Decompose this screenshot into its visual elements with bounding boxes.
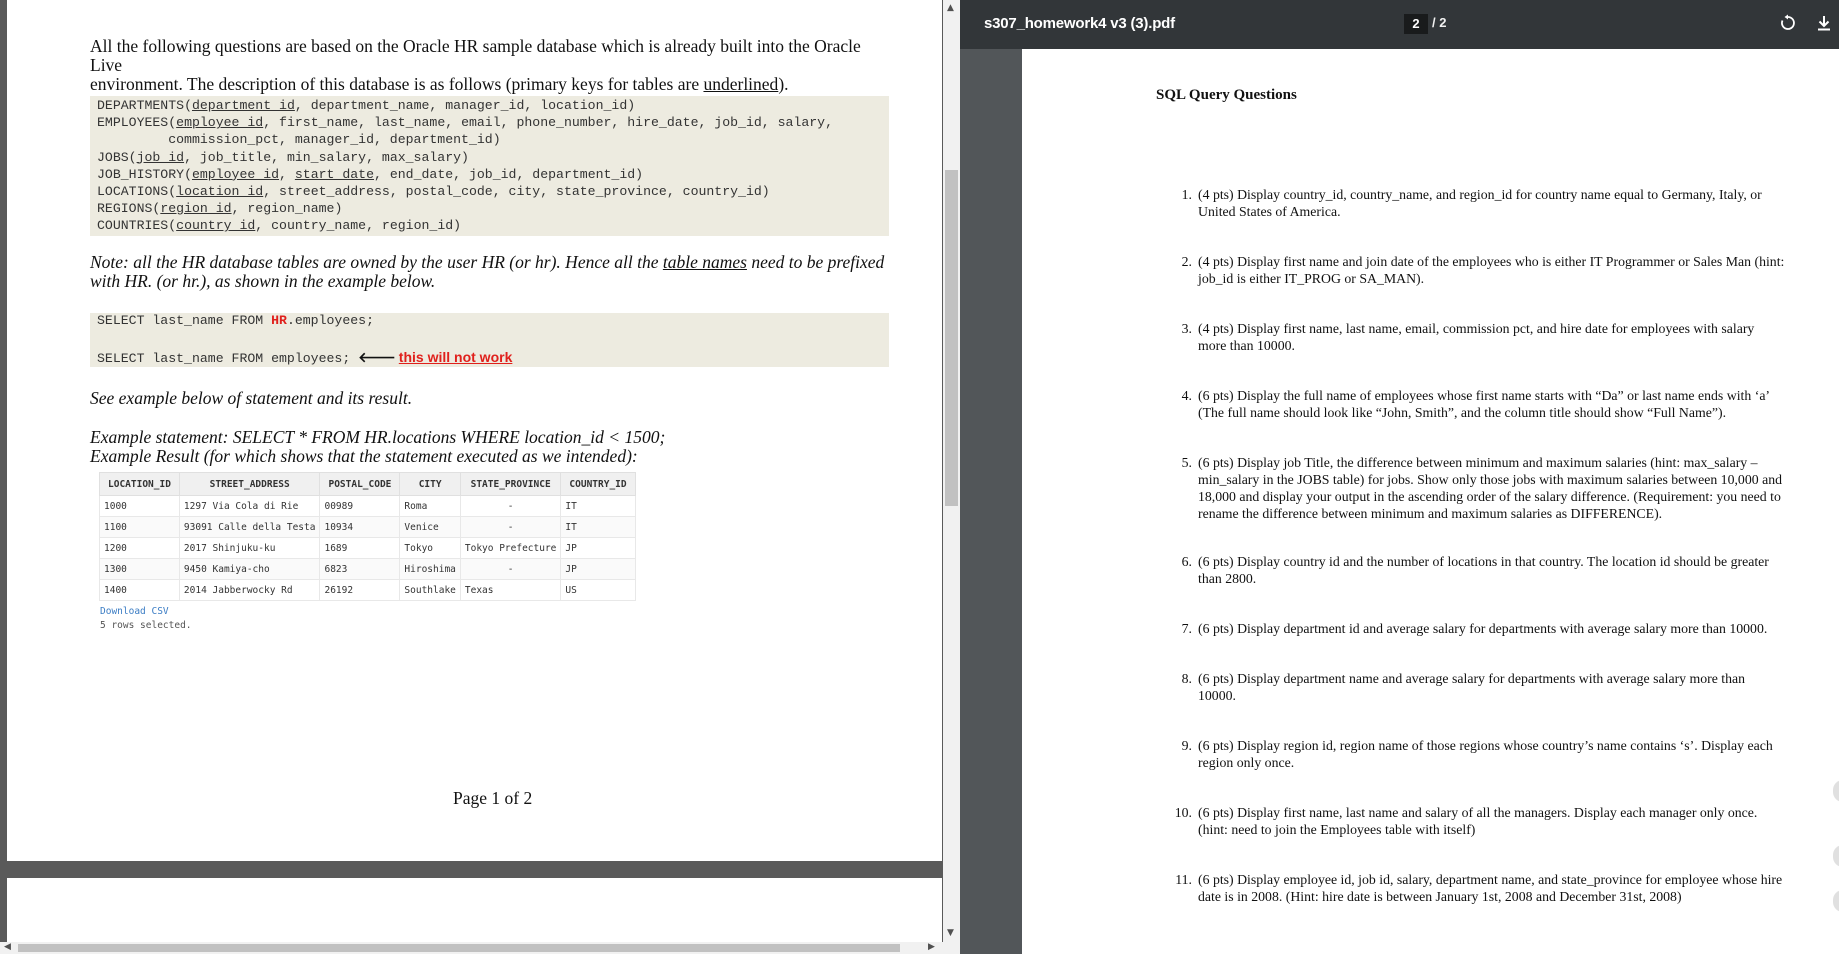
note-line-1: Note: all the HR database tables are owned by the user HR (or hr). Hence all the table names need to be prefixed — [90, 252, 885, 272]
page-footer: Page 1 of 2 — [453, 788, 533, 808]
sql-questions-heading: SQL Query Questions — [1156, 87, 1297, 103]
table-row — [100, 559, 636, 580]
table-cell: Hiroshima — [400, 559, 460, 580]
scroll-up-icon[interactable]: ▲ — [947, 3, 954, 13]
table-cell: - — [460, 517, 561, 538]
table-cell: JP — [561, 538, 635, 559]
table-cell: - — [460, 559, 561, 580]
schema-line: commission_pct, manager_id, department_id) — [97, 132, 501, 148]
table-cell: 00989 — [320, 496, 400, 517]
table-cell: 1297 Via Cola di Rie — [179, 496, 320, 517]
example-statement-block — [90, 428, 665, 466]
select-example-block — [90, 313, 889, 367]
question-text: (6 pts) Display department name and average salary for departments with average salary more than 10000. — [1198, 671, 1746, 703]
question-text: (4 pts) Display first name and join date of the employees who is either IT Programmer or Sales Man (hint: job_id is either IT_PROG or SA_MAN). — [1198, 254, 1785, 286]
select-line-2: SELECT last_name FROM employees; 🡐 this will not work — [97, 349, 513, 366]
schema-line: LOCATIONS(location_id, street_address, postal_code, city, state_province, country_id) — [97, 184, 770, 200]
horizontal-scroll-thumb[interactable] — [18, 944, 900, 952]
table-header-cell: CITY — [400, 473, 460, 496]
result-table-body — [100, 496, 636, 601]
question-text: (4 pts) Display first name, last name, email, commission pct, and hire date for employees with salary more than 10000. — [1198, 321, 1755, 353]
table-cell: 1300 — [100, 559, 180, 580]
question-number: 6. — [1181, 554, 1192, 569]
rotate-icon[interactable] — [1779, 14, 1797, 32]
schema-line: JOBS(job_id, job_title, min_salary, max_salary) — [97, 149, 469, 165]
question-text: (6 pts) Display region id, region name of those regions whose country’s name contains ‘s’. Display each region only once. — [1198, 738, 1773, 770]
question-number: 5. — [1181, 455, 1192, 470]
warning-link[interactable]: this will not work — [398, 349, 513, 365]
scroll-down-icon[interactable]: ▼ — [947, 928, 954, 938]
table-row — [100, 496, 636, 517]
table-cell: - — [460, 496, 561, 517]
table-cell: 10934 — [320, 517, 400, 538]
table-header-cell: POSTAL_CODE — [320, 473, 400, 496]
vertical-scroll-thumb[interactable] — [945, 170, 958, 506]
scroll-left-icon[interactable]: ◀ — [4, 942, 11, 952]
question-number: 10. — [1174, 805, 1192, 820]
table-cell: IT — [561, 496, 635, 517]
table-header-cell: STREET_ADDRESS — [179, 473, 320, 496]
schema-code-block — [90, 96, 889, 236]
table-cell: 1100 — [100, 517, 180, 538]
table-cell: 6823 — [320, 559, 400, 580]
question-number: 7. — [1181, 621, 1192, 636]
intro-line-2: environment. The description of this database is as follows (primary keys for tables are underlined). — [90, 74, 789, 94]
table-cell: Roma — [400, 496, 460, 517]
schema-line: EMPLOYEES(employee_id, first_name, last_name, email, phone_number, hire_date, job_id, salary, — [97, 115, 834, 131]
question-text: (6 pts) Display department id and average salary for departments with average salary more than 10000. — [1198, 621, 1768, 636]
table-cell: Tokyo — [400, 538, 460, 559]
note-line-2: with HR. (or hr.), as shown in the example below. — [90, 271, 436, 291]
question-number: 1. — [1181, 187, 1192, 202]
question-text: (6 pts) Display country id and the number of locations in that country. The location id should be greater than 2800. — [1198, 554, 1769, 586]
question-text: (6 pts) Display employee id, job id, salary, department name, and state_province for employee whose hire date is in 2008. (Hint: hire date is between January 1st, 2008 and December 31st, 2008) — [1198, 872, 1783, 904]
table-cell: 1689 — [320, 538, 400, 559]
question-text: (6 pts) Display job Title, the difference between minimum and maximum salaries (hint: max_salary – min_salary in the JOBS table) for jobs. Show only those jobs with maximum salaries between 10,000 and 18,000 and display your output in the ascending order of the salary difference. (Requirement: you need to rename the difference between minimum and maximum salaries as DIFFERENCE). — [1198, 455, 1782, 521]
pdf-toolbar — [960, 0, 1839, 49]
download-icon[interactable] — [1815, 14, 1833, 32]
note-paragraph — [90, 253, 890, 291]
table-header-cell: LOCATION_ID — [100, 473, 180, 496]
table-cell: 1000 — [100, 496, 180, 517]
table-cell: Southlake — [400, 580, 460, 601]
table-cell: 26192 — [320, 580, 400, 601]
select-line-1: SELECT last_name FROM HR.employees; — [97, 313, 374, 328]
table-cell: 9450 Kamiya-cho — [179, 559, 320, 580]
example-statement: Example statement: SELECT * FROM HR.locations WHERE location_id < 1500; — [90, 427, 666, 447]
table-cell: Texas — [460, 580, 561, 601]
pdf-viewer[interactable] — [960, 0, 1839, 954]
table-header-cell: COUNTRY_ID — [561, 473, 635, 496]
table-cell: 1200 — [100, 538, 180, 559]
table-row — [100, 517, 636, 538]
table-cell: Tokyo Prefecture — [460, 538, 561, 559]
example-result-caption: Example Result (for which shows that the statement executed as we intended): — [90, 446, 638, 466]
table-cell: Venice — [400, 517, 460, 538]
left-arrow-icon: 🡐 — [358, 350, 396, 366]
question-number: 4. — [1181, 388, 1192, 403]
see-example-text: See example below of statement and its result. — [90, 388, 413, 408]
schema-line: REGIONS(region_id, region_name) — [97, 201, 343, 217]
page-number-input[interactable]: 2 — [1404, 14, 1428, 34]
table-cell: 93091 Calle della Testa — [179, 517, 320, 538]
rows-selected-text: 5 rows selected. — [100, 620, 192, 631]
result-table — [99, 472, 636, 601]
document-page-1 — [7, 0, 942, 861]
question-text: (4 pts) Display country_id, country_name, and region_id for country name equal to Germany, Italy, or United States of America. — [1198, 187, 1762, 219]
intro-line-1: All the following questions are based on the Oracle HR sample database which is already built into the Oracle Live — [90, 36, 861, 75]
page-total: / 2 — [1432, 15, 1447, 30]
table-cell: 1400 — [100, 580, 180, 601]
schema-line: DEPARTMENTS(department_id, department_name, manager_id, location_id) — [97, 98, 636, 113]
question-text: (6 pts) Display first name, last name and salary of all the managers. Display each manager only once. (hint: need to join the Employees table with itself) — [1198, 805, 1758, 837]
question-number: 2. — [1181, 254, 1192, 269]
download-csv-link[interactable]: Download CSV — [100, 606, 169, 617]
table-cell: US — [561, 580, 635, 601]
table-header-cell: STATE_PROVINCE — [460, 473, 561, 496]
question-number: 9. — [1181, 738, 1192, 753]
question-number: 3. — [1181, 321, 1192, 336]
table-row — [100, 580, 636, 601]
horizontal-scrollbar[interactable] — [0, 942, 943, 954]
question-number: 8. — [1181, 671, 1192, 686]
question-number: 11. — [1175, 872, 1192, 887]
schema-line: JOB_HISTORY(employee_id, start_date, end_date, job_id, department_id) — [97, 166, 644, 182]
schema-line: COUNTRIES(country_id, country_name, region_id) — [97, 218, 462, 234]
intro-paragraph — [90, 37, 890, 94]
table-cell: 2017 Shinjuku-ku — [179, 538, 320, 559]
table-row — [100, 538, 636, 559]
table-cell: IT — [561, 517, 635, 538]
question-text: (6 pts) Display the full name of employees whose first name starts with “Da” or last name ends with ‘a’ (The full name should look like “John, Smith”, and the column title should show “Full Name”). — [1198, 388, 1771, 420]
pdf-title: s307_homework4 v3 (3).pdf — [984, 15, 1175, 32]
scroll-right-icon[interactable]: ▶ — [928, 942, 935, 952]
pdf-page-2 — [1022, 49, 1839, 954]
table-cell: 2014 Jabberwocky Rd — [179, 580, 320, 601]
result-table-header — [100, 473, 636, 496]
vertical-scrollbar[interactable] — [943, 0, 960, 954]
table-cell: JP — [561, 559, 635, 580]
